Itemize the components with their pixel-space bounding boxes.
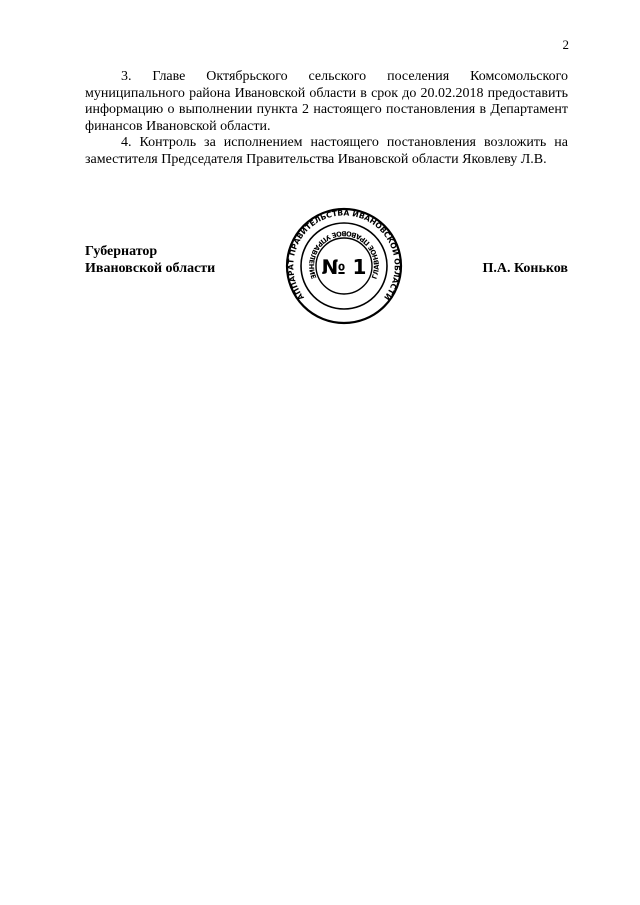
paragraph-3: 3. Главе Октябрьского сельского поселения Комсомольского муниципального района Ивановской области в срок до 20.02.2018 предоставить информацию о выполнении пункта 2 настоящего постановления в Департамент финансов Ивановской области. [85,69,568,134]
position-line-1: Губернатор [85,244,158,259]
official-seal [285,207,403,325]
paragraph-4: 4. Контроль за исполнением настоящего постановления возложить на заместителя Председателя Правительства Ивановской области Яковлеву Л.В. [85,135,568,167]
position-line-2: Ивановской области [85,261,216,276]
seal-center-number: № 1 [321,255,367,279]
signatory-name: П.А. Коньков [482,261,568,276]
seal-outer-text: АППАРАТ ПРАВИТЕЛЬСТВА ИВАНОВСКОЙ ОБЛАСТИ [286,208,402,302]
seal-inner-text: ГЛАВНОЕ ПРАВОВОЕ УПРАВЛЕНИЕ [307,229,381,281]
document-body [85,69,568,169]
signatory-position [85,243,215,277]
page-number: 2 [562,37,569,52]
